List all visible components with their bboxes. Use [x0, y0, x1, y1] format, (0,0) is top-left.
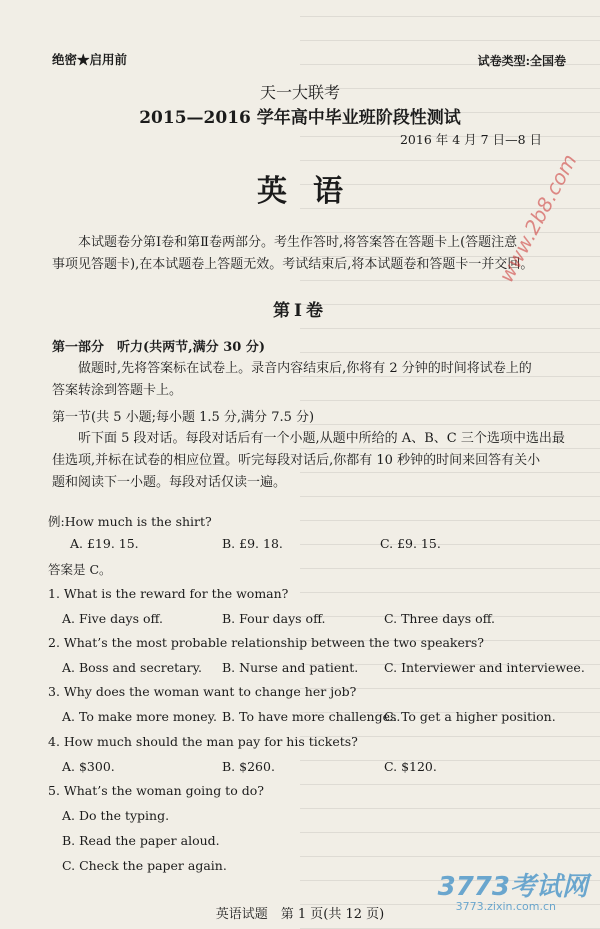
q4-option-b: B. $260. [222, 759, 275, 774]
q3-option-c: C. To get a higher position. [384, 709, 556, 724]
section1-title: 第一节(共 5 小题;每小题 1.5 分,满分 7.5 分) [52, 410, 315, 425]
subject-title: 英语 [257, 174, 369, 209]
side-watermark: www.2b8.com [493, 150, 582, 287]
q2-option-c: C. Interviewer and interviewee. [384, 660, 585, 675]
exam-date: 2016 年 4 月 7 日—8 日 [399, 132, 542, 147]
section-intro-line: 听下面 5 段对话。每段对话后有一个小题,从题中所给的 A、B、C 三个选项中选出最 [78, 431, 565, 446]
confidential-label: 绝密★启用前 [52, 52, 128, 67]
example-option-b: B. £9. 18. [222, 536, 283, 551]
q4-option-c: C. $120. [384, 759, 437, 774]
section-intro-line: 佳选项,并标在试卷的相应位置。听完每段对话后,你都有 10 秒钟的时间来回答有关小 [52, 453, 541, 468]
example-question: 例:How much is the shirt? [48, 514, 212, 529]
site-watermark-logo: 3773考试网 [437, 872, 588, 902]
organizer-title: 天一大联考 [259, 83, 340, 102]
question-5: 5. What’s the woman going to do? [48, 783, 264, 798]
part1-intro [52, 358, 580, 402]
volume-title: 第Ⅰ卷 [273, 301, 327, 321]
intro-line: 做题时,先将答案标在试卷上。录音内容结束后,你将有 2 分钟的时间将试卷上的 [78, 361, 532, 376]
exam-title: 2015—2016 学年高中毕业班阶段性测试 [139, 108, 461, 128]
paper-type-label: 试卷类型:全国卷 [477, 54, 566, 68]
page-footer: 英语试题 第 1 页(共 12 页) [215, 907, 385, 922]
q5-option-c: C. Check the paper again. [62, 858, 227, 873]
q3-option-b: B. To have more challenges. [222, 709, 401, 724]
intro-line: 答案转涂到答题卡上。 [52, 383, 183, 398]
q5-option-b: B. Read the paper aloud. [62, 833, 220, 848]
instruction-line: 本试题卷分第Ⅰ卷和第Ⅱ卷两部分。考生作答时,将答案答在答题卡上(答题注意 [78, 235, 518, 250]
question-2: 2. What’s the most probable relationship between the two speakers? [48, 635, 484, 650]
q2-option-a: A. Boss and secretary. [62, 660, 202, 675]
q1-option-c: C. Three days off. [384, 611, 496, 626]
example-answer: 答案是 C。 [48, 562, 112, 577]
question-1: 1. What is the reward for the woman? [48, 586, 289, 601]
section1-intro [52, 428, 580, 494]
part1-title: 第一部分 听力(共两节,满分 30 分) [52, 340, 265, 355]
q3-option-a: A. To make more money. [62, 709, 218, 724]
site-watermark-url: 3773.zixin.com.cn [455, 900, 556, 913]
instruction-line: 事项见答题卡),在本试题卷上答题无效。考试结束后,将本试题卷和答题卡一并交回。 [52, 257, 534, 272]
q4-option-a: A. $300. [62, 759, 115, 774]
question-4: 4. How much should the man pay for his tickets? [48, 734, 358, 749]
example-option-a: A. £19. 15. [70, 536, 139, 551]
q1-option-b: B. Four days off. [222, 611, 326, 626]
q1-option-a: A. Five days off. [62, 611, 163, 626]
q5-option-a: A. Do the typing. [62, 808, 170, 823]
q2-option-b: B. Nurse and patient. [222, 660, 359, 675]
question-3: 3. Why does the woman want to change her job? [48, 684, 357, 699]
example-option-c: C. £9. 15. [380, 536, 441, 551]
section-intro-line: 题和阅读下一小题。每段对话仅读一遍。 [52, 475, 287, 490]
